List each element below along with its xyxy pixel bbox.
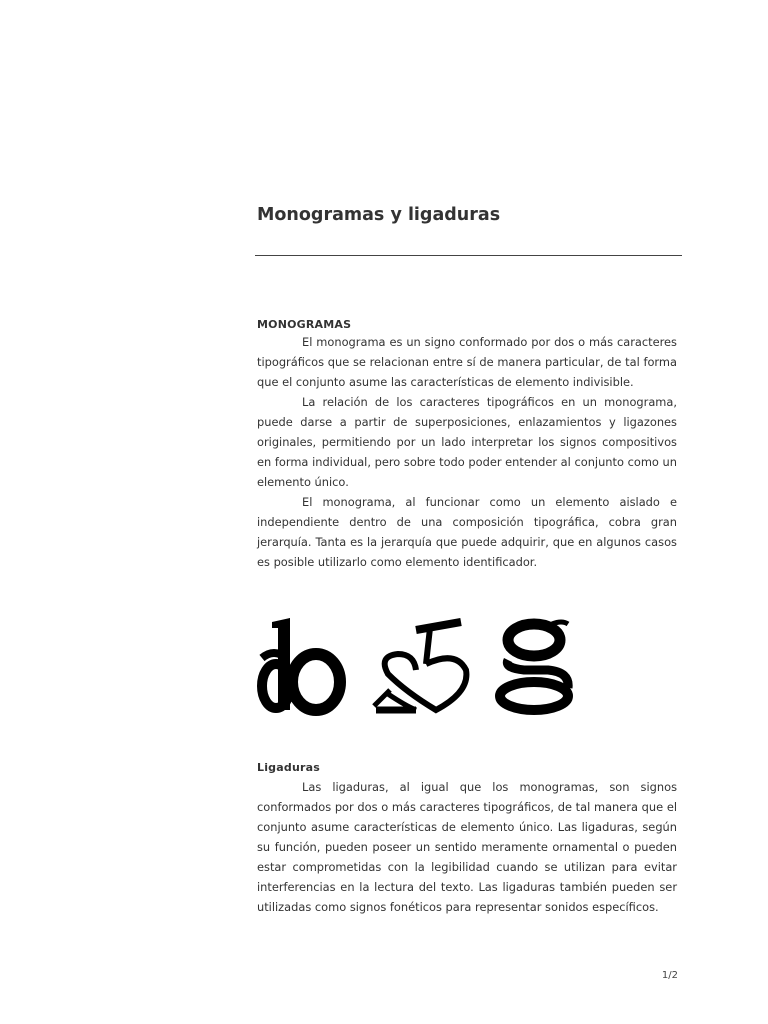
paragraph: Las ligaduras, al igual que los monogramas, son signos conformados por dos o más caracteres tipográficos, de tal manera que el conjunto asume características de elemento único. Las ligaduras, según su función, pueden poseer un sentido meramente ornamental o pueden estar comprometidas con la legibilidad cuando se utilizan para evitar interferencias en la lectura del texto. Las ligaduras también pueden ser utilizadas como signos fonéticos para representar sonidos específicos.	[257, 780, 677, 914]
paragraph: El monograma es un signo conformado por dos o más caracteres tipográficos que se relacionan entre sí de manera particular, de tal forma que el conjunto asume las características de elemento indivisible.	[257, 335, 677, 389]
paragraph: La relación de los caracteres tipográficos en un monograma, puede darse a partir de superposiciones, enlazamientos y ligazones originales, permitiendo por un lado interpretar los signos compositivos en forma individual, pero sobre todo poder entender al conjunto como un elemento único.	[257, 395, 677, 489]
paragraph: El monograma, al funcionar como un elemento aislado e independiente dentro de una composición tipográfica, cobra gran jerarquía. Tanta es la jerarquía que puede adquirir, que en algunos casos es posible utilizarlo como elemento identificador.	[257, 495, 677, 569]
monogram-figure-svg	[256, 616, 574, 716]
section-body-ligaduras	[257, 777, 677, 917]
ab-monogram-icon	[262, 618, 340, 710]
heart-loop-monogram-icon	[374, 622, 466, 710]
page-title: Monogramas y ligaduras	[257, 205, 501, 225]
page-number: 1/2	[661, 970, 678, 981]
section-body-monogramas	[257, 332, 677, 572]
section-heading-ligaduras: Ligaduras	[257, 761, 320, 774]
title-divider	[255, 255, 682, 256]
double-g-ligature-icon	[500, 622, 568, 710]
monogram-figure	[256, 616, 574, 716]
section-heading-monogramas: MONOGRAMAS	[257, 318, 352, 331]
